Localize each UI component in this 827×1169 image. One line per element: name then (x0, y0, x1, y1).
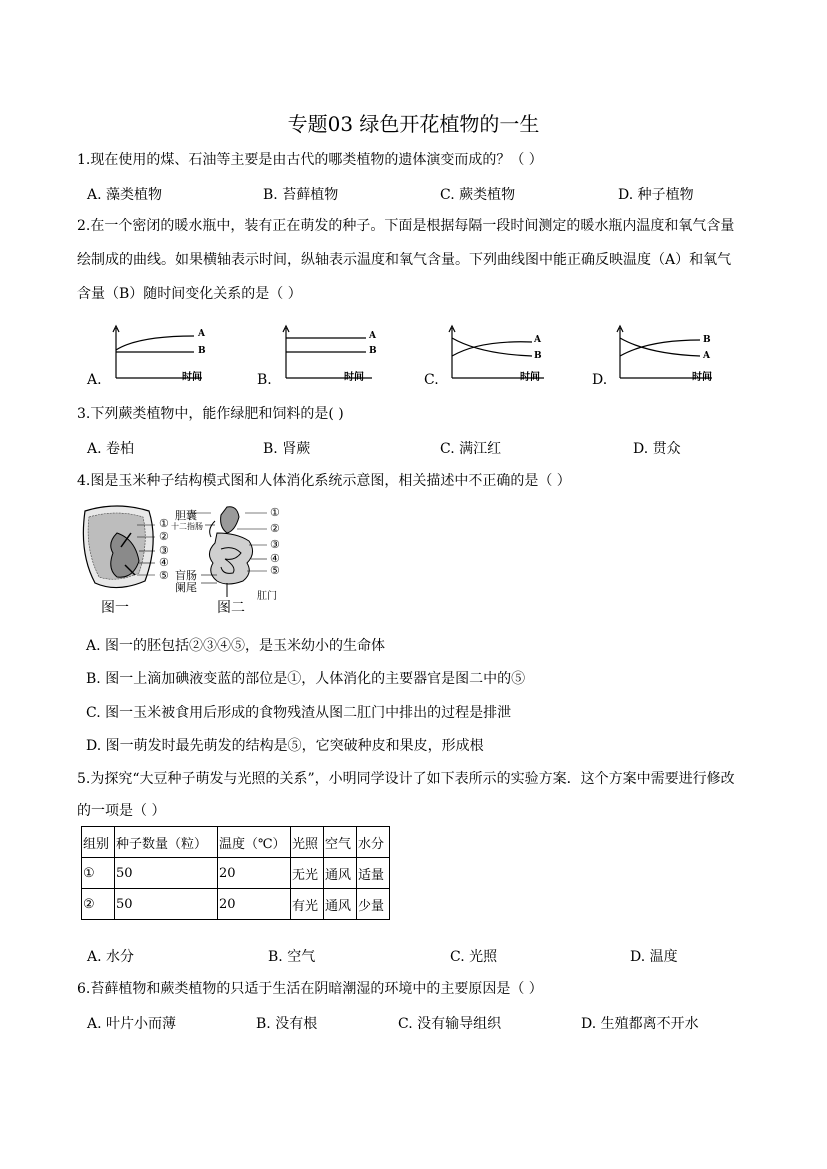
q2-graph-c-xlabel: 时间 (520, 372, 540, 383)
q4-figure (77, 503, 297, 616)
fig2-mark-2: ② (270, 522, 280, 535)
table-cell: 20 (218, 858, 291, 889)
q2-graph-d-xlabel: 时间 (692, 372, 712, 383)
table-row (82, 858, 390, 889)
fig2-mark-3: ③ (270, 538, 280, 551)
q2-graph-c-label[interactable]: C. (424, 372, 439, 388)
table-cell: 有光 (291, 889, 324, 920)
question-2-line-3: 含量（B）随时间变化关系的是（ ） (77, 286, 302, 302)
fig2-mark-5: ⑤ (270, 564, 280, 577)
q5-option-d[interactable]: D. 温度 (630, 949, 678, 965)
q1-option-c[interactable]: C. 蕨类植物 (440, 187, 516, 203)
table-cell: 少量 (357, 889, 390, 920)
fig1-caption: 图一 (101, 600, 129, 616)
q2-graph-c (440, 324, 560, 384)
table-cell: 通风 (324, 858, 357, 889)
question-1-stem: 1.现在使用的煤、石油等主要是由古代的哪类植物的遗体演变而成的？（ ） (77, 152, 543, 168)
table-cell: 20 (218, 889, 291, 920)
q3-option-d[interactable]: D. 贯众 (633, 441, 681, 457)
fig2-mark-4: ④ (270, 552, 280, 565)
graph-c-curve-b (452, 338, 532, 356)
q4-option-a[interactable]: A. 图一的胚包括②③④⑤，是玉米幼小的生命体 (86, 638, 386, 654)
table-cell: ② (82, 889, 115, 920)
q6-option-c[interactable]: C. 没有输导组织 (398, 1016, 502, 1032)
q5-experiment-table (81, 826, 390, 920)
q1-option-a[interactable]: A. 藻类植物 (87, 187, 163, 203)
q2-graph-c-curve-b-label: B (534, 351, 542, 361)
fig2-label-duodenum: 十二指肠 (171, 522, 203, 531)
q3-option-c[interactable]: C. 满江红 (440, 441, 502, 457)
q5-option-c[interactable]: C. 光照 (450, 949, 498, 965)
fig1-mark-5: ⑤ (159, 569, 169, 582)
question-6-stem: 6.苔藓植物和蕨类植物的只适于生活在阴暗潮湿的环境中的主要原因是（ ） (77, 981, 543, 997)
q2-graph-b-curve-a-label: A (369, 331, 376, 341)
q2-graph-a-label[interactable]: A. (87, 372, 102, 388)
question-2-line-1: 2.在一个密闭的暖水瓶中，装有正在萌发的种子。下面是根据每隔一段时间测定的暖水瓶内温度和氧气含量 (77, 218, 735, 234)
q2-graph-a-curve-b-label: B (198, 346, 206, 356)
table-row (82, 889, 390, 920)
question-5-line-2: 的一项是（ ） (77, 803, 166, 819)
q2-graph-d-curve-b-label: B (703, 335, 711, 345)
fig2-caption: 图二 (217, 600, 245, 616)
q5-option-b[interactable]: B. 空气 (268, 949, 316, 965)
q2-graph-b-curve-b-label: B (369, 346, 377, 356)
fig1-mark-4: ④ (159, 556, 169, 569)
q3-option-a[interactable]: A. 卷柏 (87, 441, 135, 457)
q2-graph-a-curve-a-label: A (198, 329, 205, 339)
question-4-stem: 4.图是玉米种子结构模式图和人体消化系统示意图，相关描述中不正确的是（ ） (77, 473, 571, 489)
question-3-stem: 3.下列蕨类植物中，能作绿肥和饲料的是( ) (77, 406, 344, 422)
fig2-label-anus: 肛门 (257, 591, 277, 602)
table-cell: 通风 (324, 889, 357, 920)
q4-option-d[interactable]: D. 图一萌发时最先萌发的结构是⑤，它突破种皮和果皮，形成根 (86, 738, 484, 754)
table-header-cell: 水分 (357, 827, 390, 858)
fig2-mark-1: ① (270, 506, 280, 519)
q1-option-d[interactable]: D. 种子植物 (618, 187, 694, 203)
table-header-cell: 种子数量（粒） (115, 827, 218, 858)
q6-option-a[interactable]: A. 叶片小而薄 (87, 1016, 177, 1032)
graph-a-curve-a (116, 336, 194, 350)
q5-option-a[interactable]: A. 水分 (87, 949, 135, 965)
question-5-line-1: 5.为探究“大豆种子萌发与光照的关系”，小明同学设计了如下表所示的实验方案．这个方案中需要进行修改 (77, 771, 735, 787)
table-cell: 50 (115, 889, 218, 920)
question-2-line-2: 绘制成的曲线。如果横轴表示时间，纵轴表示温度和氧气含量。下列曲线图中能正确反映温度（A）和氧气 (77, 252, 732, 268)
q2-graph-a-xlabel: 时间 (182, 372, 202, 383)
fig1-mark-2: ② (159, 530, 169, 543)
q2-graph-b-label[interactable]: B. (257, 372, 272, 388)
table-header-cell: 组别 (82, 827, 115, 858)
q2-graph-d-label[interactable]: D. (592, 372, 608, 388)
q2-graph-d-curve-a-label: A (703, 351, 710, 361)
q2-graph-c-curve-a-label: A (534, 335, 541, 345)
q2-graph-b-xlabel: 时间 (344, 372, 364, 383)
table-cell: 适量 (357, 858, 390, 889)
corn-seed-diagram (83, 506, 155, 588)
table-cell: 50 (115, 858, 218, 889)
fig2-label-appendix: 阑尾 (175, 581, 197, 594)
fig2-label-cecum: 盲肠 (175, 569, 197, 582)
table-header-cell: 空气 (324, 827, 357, 858)
table-header-cell: 光照 (291, 827, 324, 858)
q3-option-b[interactable]: B. 肾蕨 (263, 441, 311, 457)
q6-option-d[interactable]: D. 生殖都离不开水 (581, 1016, 699, 1032)
fig1-mark-1: ① (159, 517, 169, 530)
table-cell: ① (82, 858, 115, 889)
page-title: 专题03 绿色开花植物的一生 (287, 112, 540, 136)
fig2-label-gallbladder: 胆囊 (175, 509, 197, 522)
q4-option-c[interactable]: C. 图一玉米被食用后形成的食物残渣从图二肛门中排出的过程是排泄 (86, 705, 512, 721)
q1-option-b[interactable]: B. 苔藓植物 (263, 187, 339, 203)
fig1-mark-3: ③ (159, 544, 169, 557)
table-header-cell: 温度（℃） (218, 827, 291, 858)
table-header-row (82, 827, 390, 858)
q4-option-b[interactable]: B. 图一上滴加碘液变蓝的部位是①，人体消化的主要器官是图二中的⑤ (86, 671, 526, 687)
table-cell: 无光 (291, 858, 324, 889)
graph-d-curve-b (620, 340, 700, 356)
q6-option-b[interactable]: B. 没有根 (256, 1016, 318, 1032)
